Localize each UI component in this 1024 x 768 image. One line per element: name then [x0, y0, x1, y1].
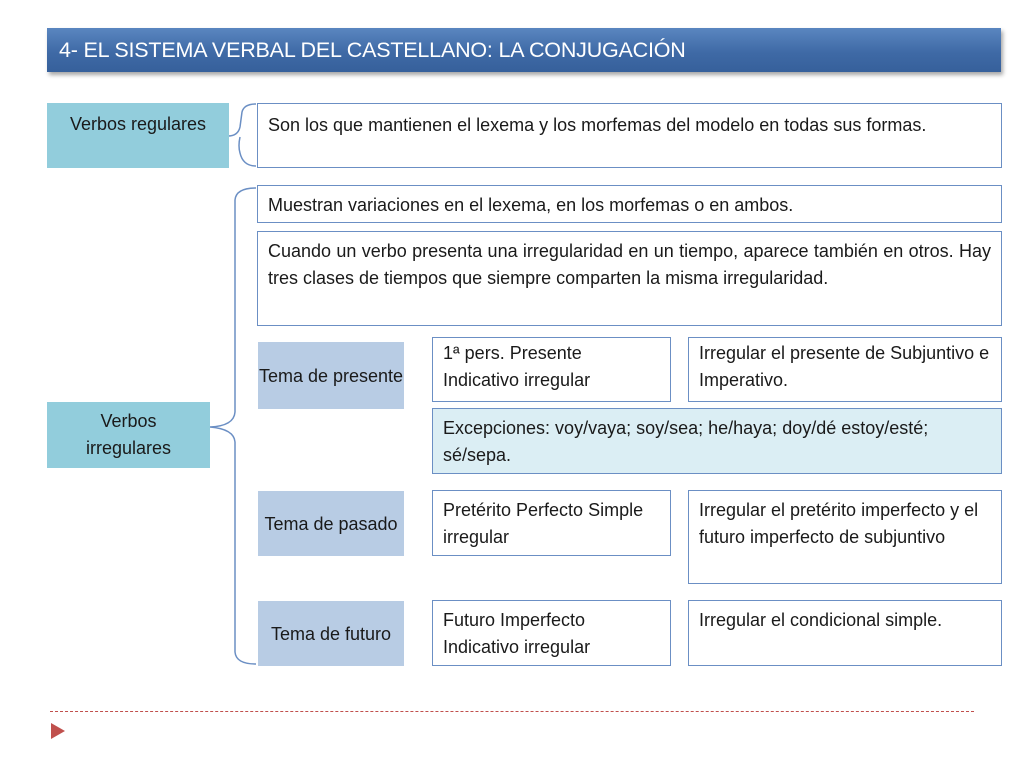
pasado-base: Pretérito Perfecto Simple irregular: [443, 500, 644, 547]
regulares-definition: Son los que mantienen el lexema y los morfemas del modelo en todas sus formas.: [268, 115, 927, 135]
irregulares-explanation: Cuando un verbo presenta una irregularidad en un tiempo, aparece también en otros. Hay tres clases de tiempos que siempre comparten la misma irregularidad.: [268, 241, 991, 288]
tema-pasado: [258, 491, 404, 556]
play-arrow-icon[interactable]: [50, 722, 66, 740]
futuro-effect-box: [688, 600, 1002, 666]
slide-title: 4- EL SISTEMA VERBAL DEL CASTELLANO: LA CONJUGACIÓN: [59, 37, 686, 62]
irregulares-variation-box: [257, 185, 1002, 223]
category-verbos-regulares: [47, 103, 229, 168]
irregulares-variation: Muestran variaciones en el lexema, en los morfemas o en ambos.: [268, 195, 794, 215]
irregulares-bracket: [210, 188, 256, 664]
tema-label: Tema de pasado: [264, 513, 398, 534]
footer-divider: [50, 711, 974, 712]
presente-effect: Irregular el presente de Subjuntivo e Imperativo.: [699, 343, 990, 390]
presente-base: 1ª pers. Presente Indicativo irregular: [443, 343, 591, 390]
irregulares-explanation-box: [257, 231, 1002, 326]
regulares-bracket: [228, 104, 256, 166]
tema-presente: [258, 342, 404, 409]
tema-label: Tema de futuro: [270, 623, 392, 644]
presente-exceptions-box: [432, 408, 1002, 474]
pasado-base-box: [432, 490, 671, 556]
pasado-effect-box: [688, 490, 1002, 584]
futuro-base-box: [432, 600, 671, 666]
tema-futuro: [258, 601, 404, 666]
presente-exceptions: Excepciones: voy/vaya; soy/sea; he/haya; doy/dé estoy/esté; sé/sepa.: [443, 418, 929, 465]
tema-label: Tema de presente: [258, 365, 404, 386]
pasado-effect: Irregular el pretérito imperfecto y el futuro imperfecto de subjuntivo: [699, 500, 979, 547]
futuro-effect: Irregular el condicional simple.: [699, 610, 943, 630]
category-verbos-irregulares: [47, 402, 210, 468]
presente-effect-box: [688, 337, 1002, 402]
title-bar: [47, 28, 1001, 72]
regulares-definition-box: [257, 103, 1002, 168]
category-label: Verbos regulares: [69, 114, 207, 134]
futuro-base: Futuro Imperfecto Indicativo irregular: [443, 610, 591, 657]
presente-base-box: [432, 337, 671, 402]
category-label: Verbos irregulares: [85, 411, 172, 458]
